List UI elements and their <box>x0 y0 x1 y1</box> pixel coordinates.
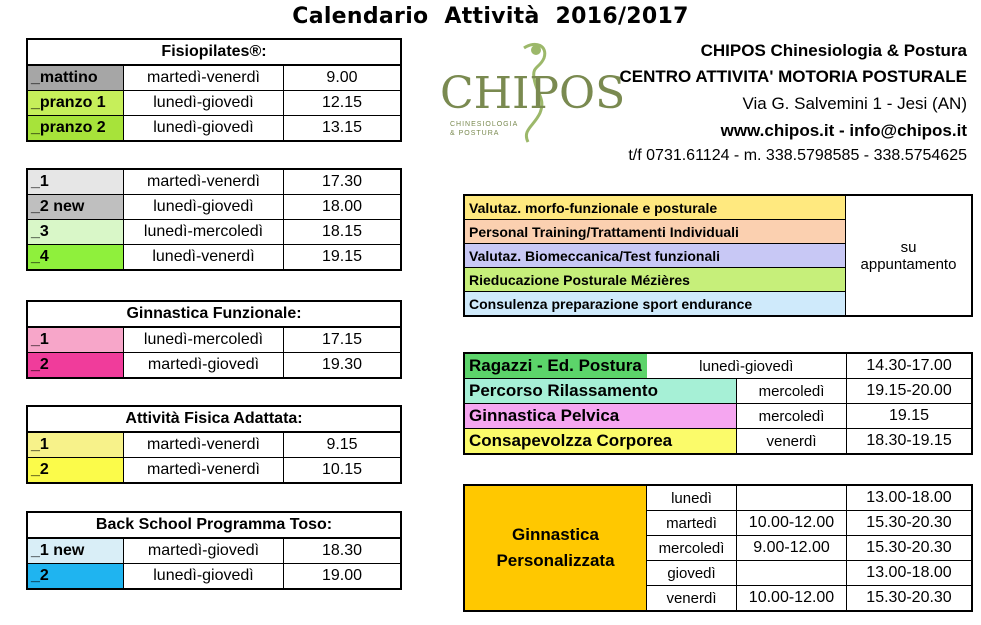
service-item: Rieducazione Posturale Mézières <box>465 268 846 292</box>
slot-time: 17.30 <box>284 170 401 195</box>
personalizzata-label <box>465 486 647 611</box>
pers-am: 10.00-12.00 <box>737 586 847 611</box>
slot-time: 18.15 <box>284 220 401 245</box>
table-row <box>465 404 972 429</box>
slot-label: _1 <box>28 327 124 353</box>
slot-label: _pranzo 2 <box>28 116 124 141</box>
slot-time: 9.00 <box>284 65 401 91</box>
personalizzata-line2: Personalizzata <box>496 551 615 570</box>
slot-time: 18.30 <box>284 538 401 564</box>
activity-time: 14.30-17.00 <box>847 354 972 379</box>
slot-days: lunedì-giovedì <box>124 564 284 589</box>
appointment-note-line1: su <box>900 238 917 256</box>
pers-pm: 13.00-18.00 <box>847 561 972 586</box>
table-row <box>28 458 401 483</box>
table-row <box>28 170 401 195</box>
slot-days: martedì-venerdì <box>124 432 284 458</box>
slot-label: _3 <box>28 220 124 245</box>
activity-name: Percorso Rilassamento <box>465 379 737 404</box>
logo-name: CHIPOS <box>440 68 626 119</box>
slot-time: 19.15 <box>284 245 401 270</box>
service-item: Personal Training/Trattamenti Individuali <box>465 220 846 244</box>
slot-time: 19.00 <box>284 564 401 589</box>
table-row <box>28 91 401 116</box>
personalizzata-line1: Ginnastica <box>512 525 599 544</box>
afa-table <box>27 406 401 483</box>
slot-label: _2 new <box>28 195 124 220</box>
table-row <box>28 564 401 589</box>
slot-time: 18.00 <box>284 195 401 220</box>
table-row <box>28 195 401 220</box>
slot-label: _4 <box>28 245 124 270</box>
table-row <box>28 116 401 141</box>
activity-days: lunedì-giovedì <box>647 354 847 379</box>
ginnastica-funzionale-title: Ginnastica Funzionale: <box>28 302 401 328</box>
slot-label: _1 <box>28 432 124 458</box>
pers-day: martedì <box>647 511 737 536</box>
service-item: Valutaz. morfo-funzionale e posturale <box>465 196 846 220</box>
service-item: Consulenza preparazione sport endurance <box>465 292 846 316</box>
pers-pm: 15.30-20.30 <box>847 536 972 561</box>
activity-name: Ginnastica Pelvica <box>465 404 737 429</box>
slot-days: lunedì-venerdì <box>124 245 284 270</box>
slot-time: 10.15 <box>284 458 401 483</box>
pers-day: mercoledì <box>647 536 737 561</box>
activity-time: 18.30-19.15 <box>847 429 972 454</box>
slot-days: martedì-giovedì <box>124 538 284 564</box>
service-item: Valutaz. Biomeccanica/Test funzionali <box>465 244 846 268</box>
slot-days: lunedì-mercoledì <box>124 220 284 245</box>
slot-days: lunedì-giovedì <box>124 195 284 220</box>
appointment-note <box>846 196 972 316</box>
table-row <box>28 245 401 270</box>
slot-days: martedì-venerdì <box>124 170 284 195</box>
slot-label: _2 <box>28 353 124 378</box>
pers-am: 10.00-12.00 <box>737 511 847 536</box>
web-email: www.chipos.it - info@chipos.it <box>720 121 967 140</box>
table-row <box>28 432 401 458</box>
slot-days: martedì-venerdì <box>124 458 284 483</box>
back-school-table <box>27 512 401 589</box>
slot-time: 17.15 <box>284 327 401 353</box>
page-title: Calendario Attività 2016/2017 <box>292 4 689 29</box>
slot-days: martedì-giovedì <box>124 353 284 378</box>
pers-pm: 15.30-20.30 <box>847 511 972 536</box>
fisiopilates-title: Fisiopilates®: <box>28 40 401 66</box>
slot-days: lunedì-giovedì <box>124 91 284 116</box>
activity-days: venerdì <box>737 429 847 454</box>
slot-time: 9.15 <box>284 432 401 458</box>
address: Via G. Salvemini 1 - Jesi (AN) <box>742 94 967 113</box>
table-row <box>465 486 972 511</box>
afa-title: Attività Fisica Adattata: <box>28 407 401 433</box>
table-row <box>28 327 401 353</box>
table-row <box>28 65 401 91</box>
slot-label: _2 <box>28 458 124 483</box>
company-name: CHIPOS Chinesiologia & Postura <box>700 41 967 60</box>
pers-am <box>737 486 847 511</box>
slot-label: _2 <box>28 564 124 589</box>
activity-name: Consapevolzza Corporea <box>465 429 737 454</box>
center-name: CENTRO ATTIVITA' MOTORIA POSTURALE <box>619 67 967 86</box>
fisiopilates-table <box>27 39 401 141</box>
activities-table <box>464 353 972 454</box>
activity-days: mercoledì <box>737 379 847 404</box>
pers-day: venerdì <box>647 586 737 611</box>
ginnastica-funzionale-table <box>27 301 401 378</box>
slot-time: 19.30 <box>284 353 401 378</box>
activity-time: 19.15 <box>847 404 972 429</box>
activity-time: 19.15-20.00 <box>847 379 972 404</box>
slot-time: 13.15 <box>284 116 401 141</box>
back-school-title: Back School Programma Toso: <box>28 513 401 539</box>
table-row <box>465 354 972 379</box>
activity-name: Ragazzi - Ed. Postura <box>465 354 647 379</box>
pers-am <box>737 561 847 586</box>
logo-sub-1: CHINESIOLOGIA <box>450 121 519 128</box>
slot-days: lunedì-giovedì <box>124 116 284 141</box>
table-row <box>28 220 401 245</box>
slot-label: _mattino <box>28 65 124 91</box>
pers-day: lunedì <box>647 486 737 511</box>
logo-sub-2: & POSTURA <box>450 130 500 137</box>
pers-pm: 15.30-20.30 <box>847 586 972 611</box>
pers-pm: 13.00-18.00 <box>847 486 972 511</box>
phone: t/f 0731.61124 - m. 338.5798585 - 338.5754625 <box>628 147 967 164</box>
pers-am: 9.00-12.00 <box>737 536 847 561</box>
activity-days: mercoledì <box>737 404 847 429</box>
slot-days: martedì-venerdì <box>124 65 284 91</box>
fisiopilates-evening-table <box>27 169 401 270</box>
slot-label: _pranzo 1 <box>28 91 124 116</box>
table-row <box>28 353 401 378</box>
table-row <box>28 538 401 564</box>
slot-time: 12.15 <box>284 91 401 116</box>
slot-days: lunedì-mercoledì <box>124 327 284 353</box>
chipos-logo <box>436 38 626 148</box>
table-row <box>465 429 972 454</box>
ginnastica-personalizzata-table <box>464 485 972 611</box>
slot-label: _1 <box>28 170 124 195</box>
table-row <box>465 379 972 404</box>
slot-label: _1 new <box>28 538 124 564</box>
pers-day: giovedì <box>647 561 737 586</box>
appointment-note-line2: appuntamento <box>860 255 957 273</box>
services-table <box>464 195 972 316</box>
